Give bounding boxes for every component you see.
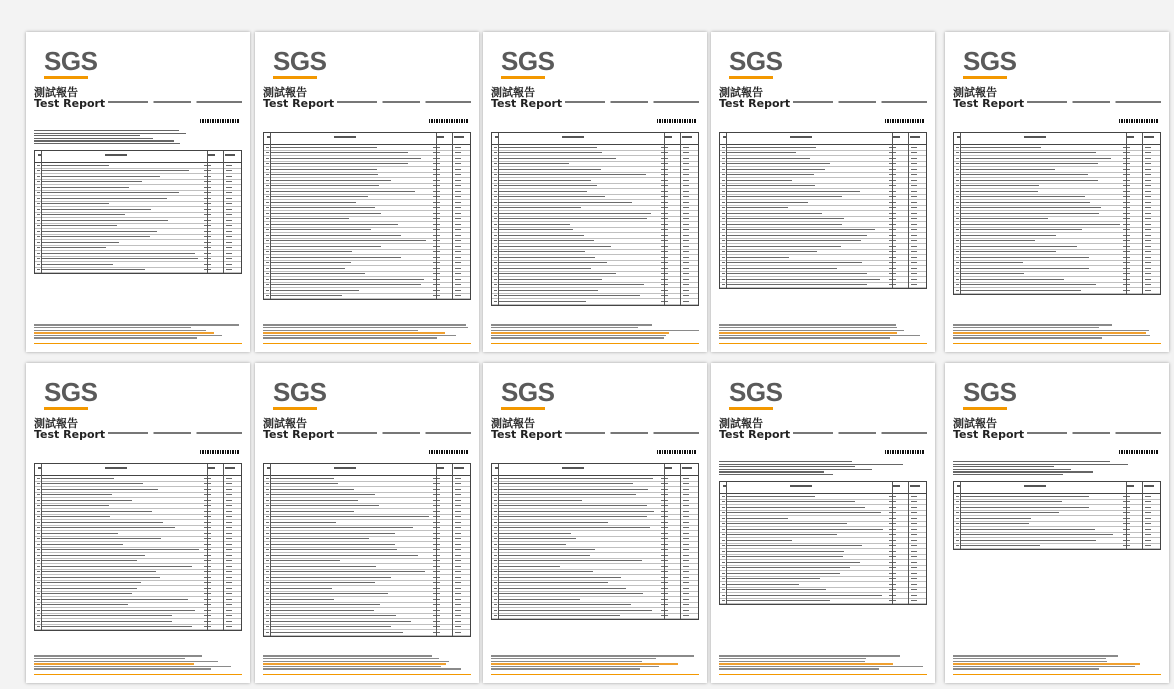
report-title-cn: 測試報告 [953, 86, 997, 99]
table-header [720, 482, 926, 494]
report-title-cn: 測試報告 [263, 86, 307, 99]
report-page [26, 32, 250, 352]
results-table [491, 132, 699, 306]
table-header [720, 133, 926, 145]
results-table [263, 463, 471, 637]
report-page [26, 363, 250, 683]
report-title-cn: 測試報告 [491, 417, 535, 430]
sgs-logo: SGS [44, 46, 98, 76]
table-row [720, 599, 926, 605]
barcode [429, 450, 469, 454]
page-footer-rule [719, 674, 927, 677]
report-title-en: Test Report [34, 97, 106, 110]
table-row [954, 544, 1160, 550]
sgs-logo: SGS [963, 377, 1017, 407]
logo-accent-bar [963, 76, 1007, 79]
table-header [954, 133, 1160, 145]
logo-accent-bar [273, 76, 317, 79]
logo-accent-bar [44, 407, 88, 410]
report-title-cn: 測試報告 [34, 417, 78, 430]
report-footnotes [34, 655, 242, 671]
results-table [953, 481, 1161, 550]
report-footnotes [953, 655, 1161, 671]
report-title-en: Test Report [491, 428, 563, 441]
logo-accent-bar [273, 407, 317, 410]
report-page [945, 32, 1169, 352]
report-page [483, 32, 707, 352]
report-title-cn: 測試報告 [263, 417, 307, 430]
report-page [255, 363, 479, 683]
report-footnotes [34, 324, 242, 340]
report-title-cn: 測試報告 [34, 86, 78, 99]
report-title-en: Test Report [263, 97, 335, 110]
table-header [954, 482, 1160, 494]
page-footer-rule [34, 674, 242, 677]
report-footnotes [263, 655, 471, 671]
report-intro-text [34, 130, 242, 146]
sgs-logo: SGS [273, 46, 327, 76]
barcode [1119, 450, 1159, 454]
table-row [264, 294, 470, 300]
report-meta-line [565, 432, 699, 434]
results-table [719, 481, 927, 605]
report-intro-text [953, 461, 1161, 477]
report-page [255, 32, 479, 352]
table-header [35, 151, 241, 163]
sgs-logo: SGS [44, 377, 98, 407]
report-title-en: Test Report [491, 97, 563, 110]
page-footer-rule [953, 343, 1161, 346]
results-table [34, 150, 242, 274]
barcode [885, 119, 925, 123]
logo-accent-bar [729, 76, 773, 79]
logo-accent-bar [729, 407, 773, 410]
barcode [657, 119, 697, 123]
logo-accent-bar [44, 76, 88, 79]
sgs-logo: SGS [501, 46, 555, 76]
report-footnotes [719, 655, 927, 671]
page-footer-rule [491, 343, 699, 346]
sgs-logo: SGS [729, 377, 783, 407]
logo-accent-bar [501, 76, 545, 79]
report-title-en: Test Report [953, 428, 1025, 441]
report-title-cn: 測試報告 [491, 86, 535, 99]
report-footnotes [263, 324, 471, 340]
results-table [953, 132, 1161, 295]
table-header [35, 464, 241, 476]
logo-accent-bar [501, 407, 545, 410]
sgs-logo: SGS [729, 46, 783, 76]
report-page [483, 363, 707, 683]
report-page [711, 32, 935, 352]
table-row [720, 283, 926, 289]
report-footnotes [953, 324, 1161, 340]
report-footnotes [491, 655, 699, 671]
barcode [429, 119, 469, 123]
table-header [264, 133, 470, 145]
page-footer-rule [263, 674, 471, 677]
report-meta-line [793, 432, 927, 434]
report-page [945, 363, 1169, 683]
barcode [885, 450, 925, 454]
page-footer-rule [263, 343, 471, 346]
report-meta-line [108, 432, 242, 434]
table-row [492, 299, 698, 305]
page-footer-rule [719, 343, 927, 346]
report-page [711, 363, 935, 683]
report-title-cn: 測試報告 [719, 417, 763, 430]
results-table [491, 463, 699, 620]
report-title-cn: 測試報告 [953, 417, 997, 430]
results-table [263, 132, 471, 300]
report-title-en: Test Report [719, 97, 791, 110]
table-header [492, 464, 698, 476]
logo-accent-bar [963, 407, 1007, 410]
table-row [954, 288, 1160, 294]
report-meta-line [1027, 432, 1161, 434]
sgs-logo: SGS [501, 377, 555, 407]
report-footnotes [491, 324, 699, 340]
table-row [35, 268, 241, 274]
report-meta-line [337, 432, 471, 434]
report-meta-line [793, 101, 927, 103]
results-table [719, 132, 927, 289]
report-title-cn: 測試報告 [719, 86, 763, 99]
report-meta-line [1027, 101, 1161, 103]
page-footer-rule [491, 674, 699, 677]
table-header [492, 133, 698, 145]
report-title-en: Test Report [953, 97, 1025, 110]
report-title-en: Test Report [34, 428, 106, 441]
page-footer-rule [953, 674, 1161, 677]
table-row [264, 630, 470, 636]
sgs-logo: SGS [273, 377, 327, 407]
table-row [35, 625, 241, 631]
report-meta-line [565, 101, 699, 103]
table-header [264, 464, 470, 476]
report-title-en: Test Report [263, 428, 335, 441]
sgs-logo: SGS [963, 46, 1017, 76]
report-footnotes [719, 324, 927, 340]
results-table [34, 463, 242, 631]
barcode [200, 119, 240, 123]
barcode [200, 450, 240, 454]
report-intro-text [719, 461, 927, 477]
barcode [1119, 119, 1159, 123]
report-meta-line [108, 101, 242, 103]
page-footer-rule [34, 343, 242, 346]
barcode [657, 450, 697, 454]
table-row [492, 614, 698, 620]
report-title-en: Test Report [719, 428, 791, 441]
report-meta-line [337, 101, 471, 103]
